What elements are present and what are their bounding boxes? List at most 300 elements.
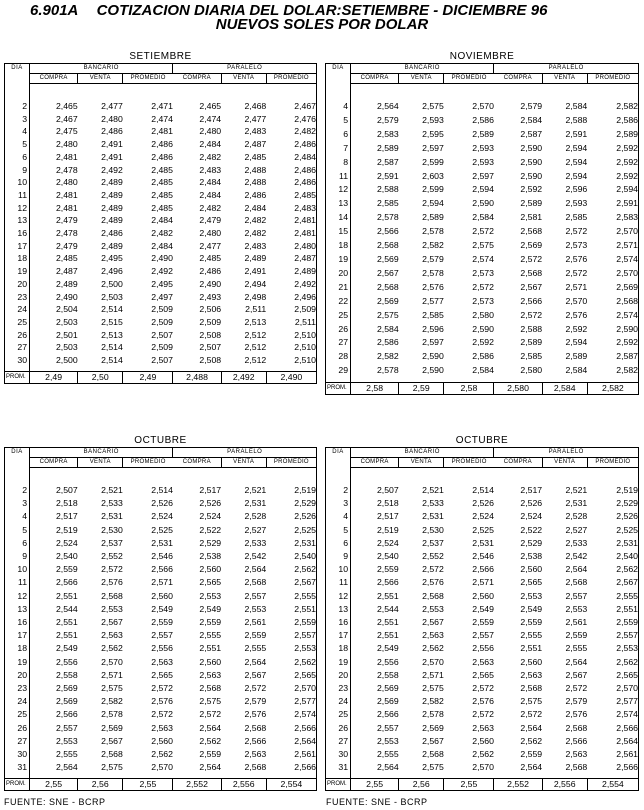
day-cell: 29 [326, 364, 351, 378]
header-venta: VENTA [542, 458, 587, 468]
rate-cell: 2,521 [101, 485, 123, 495]
rate-cell: 2,568 [244, 762, 267, 773]
rate-cell: 2,571 [616, 240, 638, 251]
header-compra: COMPRA [173, 458, 221, 468]
rate-cell: 2,563 [565, 749, 588, 760]
rate-cell: 2,529 [520, 537, 543, 548]
rate-cell: 2,555 [616, 590, 638, 601]
header-promedio: PROMEDIO [266, 458, 316, 468]
day-cell: 10 [5, 176, 30, 189]
table-row [326, 100, 639, 114]
rate-cell: 2,551 [520, 643, 543, 654]
rate-cell: 2,568 [520, 226, 543, 237]
rate-cell: 2,576 [422, 281, 444, 292]
header-compra: COMPRA [30, 74, 78, 84]
rate-cell: 2,497 [151, 291, 173, 302]
rate-cell: 2,482 [244, 215, 267, 226]
table-row [5, 761, 317, 774]
rate-table [4, 63, 317, 384]
title-main: COTIZACION DIARIA DEL DOLAR:SETIEMBRE - DICIEMBRE 96 [96, 2, 548, 19]
rate-cell: 2,582 [422, 240, 444, 251]
table-row [326, 484, 639, 497]
rate-cell: 2,573 [472, 295, 494, 306]
rate-cell: 2,507 [55, 485, 78, 495]
rate-cell: 2,526 [151, 498, 173, 509]
rate-cell: 2,484 [151, 240, 173, 251]
rate-cell: 2,500 [55, 355, 78, 366]
day-cell: 23 [5, 682, 30, 695]
table-row [326, 735, 639, 748]
rate-cell: 2,495 [101, 253, 123, 264]
rate-cell: 2,584 [565, 365, 588, 376]
rate-cell: 2,480 [199, 126, 222, 137]
table-row [5, 125, 317, 138]
rate-cell: 2,575 [422, 101, 444, 111]
header-venta: VENTA [78, 458, 123, 468]
rate-cell: 2,527 [244, 524, 267, 535]
rate-cell: 2,551 [376, 630, 399, 641]
rate-cell: 2,531 [616, 537, 638, 548]
header-promedio: PROMEDIO [123, 74, 173, 84]
rate-cell: 2,553 [376, 735, 399, 746]
rate-cell: 2,471 [151, 101, 173, 111]
rate-cell: 2,594 [422, 198, 444, 209]
rate-cell: 2,480 [199, 228, 222, 239]
rate-cell: 2,525 [294, 524, 316, 535]
table-row [326, 537, 639, 550]
rate-cell: 2,596 [565, 184, 588, 195]
rate-cell: 2,574 [616, 309, 638, 320]
rate-cell: 2,531 [565, 498, 588, 509]
rate-cell: 2,565 [151, 669, 173, 680]
day-cell: 27 [326, 735, 351, 748]
rate-cell: 2,571 [472, 577, 494, 588]
day-cell: 27 [5, 735, 30, 748]
rate-cell: 2,476 [294, 113, 316, 124]
rate-cell: 2,514 [101, 304, 123, 315]
rate-cell: 2,570 [616, 683, 638, 694]
rate-cell: 2,484 [151, 215, 173, 226]
rate-cell: 2,561 [294, 749, 316, 760]
rate-cell: 2,482 [199, 151, 222, 162]
rate-cell: 2,489 [101, 202, 123, 213]
table-row [5, 265, 317, 278]
rate-cell: 2,572 [520, 253, 543, 264]
header-dia: DIA [5, 64, 30, 84]
rate-cell: 2,579 [376, 114, 399, 125]
rate-cell: 2,531 [294, 537, 316, 548]
table-row [5, 735, 317, 748]
average-cell: 2,55 [444, 779, 494, 791]
rate-cell: 2,480 [101, 113, 123, 124]
rate-cell: 2,487 [55, 266, 78, 277]
rate-cell: 2,553 [55, 735, 78, 746]
table-row [326, 239, 639, 253]
rate-cell: 2,522 [199, 524, 222, 535]
rate-cell: 2,555 [55, 749, 78, 760]
table-row [5, 748, 317, 761]
rate-cell: 2,572 [520, 309, 543, 320]
rate-cell: 2,514 [101, 342, 123, 353]
average-cell: 2,584 [542, 383, 587, 395]
rate-cell: 2,575 [101, 762, 123, 773]
rate-cell: 2,594 [565, 142, 588, 153]
rate-cell: 2,563 [101, 630, 123, 641]
header-compra: COMPRA [351, 74, 399, 84]
rate-cell: 2,503 [55, 316, 78, 327]
day-cell: 2 [5, 100, 30, 113]
rate-cell: 2,509 [294, 304, 316, 315]
rate-cell: 2,575 [376, 309, 399, 320]
rate-cell: 2,577 [294, 696, 316, 707]
average-cell: 2,492 [221, 371, 266, 383]
table-row [5, 202, 317, 215]
rate-cell: 2,575 [422, 683, 444, 694]
day-cell: 20 [326, 669, 351, 682]
day-cell: 18 [5, 642, 30, 655]
rate-cell: 2,519 [376, 524, 399, 535]
rate-cell: 2,597 [472, 170, 494, 181]
table-row [326, 142, 639, 156]
rate-cell: 2,592 [520, 184, 543, 195]
rate-cell: 2,491 [101, 151, 123, 162]
header-bancario: BANCARIO [351, 64, 494, 74]
rate-cell: 2,565 [199, 577, 222, 588]
rate-cell: 2,551 [376, 590, 399, 601]
rate-cell: 2,484 [294, 151, 316, 162]
table-row [326, 114, 639, 128]
rate-cell: 2,570 [472, 101, 494, 111]
rate-cell: 2,568 [101, 590, 123, 601]
rate-cell: 2,533 [101, 498, 123, 509]
rate-cell: 2,511 [245, 304, 267, 315]
rate-cell: 2,487 [294, 253, 316, 264]
table-row [5, 722, 317, 735]
rate-cell: 2,531 [101, 511, 123, 522]
rate-cell: 2,589 [520, 337, 543, 348]
rate-cell: 2,593 [472, 156, 494, 167]
rate-cell: 2,467 [55, 113, 78, 124]
day-cell: 10 [5, 563, 30, 576]
rate-cell: 2,592 [565, 323, 588, 334]
table-row [326, 350, 639, 364]
average-row [326, 383, 639, 395]
rate-cell: 2,575 [520, 696, 543, 707]
rate-cell: 2,512 [244, 355, 267, 366]
rate-cell: 2,584 [565, 101, 588, 111]
rate-cell: 2,509 [151, 304, 173, 315]
rate-cell: 2,538 [520, 551, 543, 562]
table-row [5, 354, 317, 367]
rate-cell: 2,540 [376, 551, 399, 562]
rate-cell: 2,575 [101, 683, 123, 694]
rate-cell: 2,575 [472, 240, 494, 251]
rate-cell: 2,564 [565, 656, 588, 667]
rate-cell: 2,555 [244, 643, 267, 654]
table-row [326, 682, 639, 695]
average-cell: 2,58 [351, 383, 399, 395]
rate-cell: 2,489 [101, 189, 123, 200]
rate-cell: 2,481 [294, 215, 316, 226]
table-row [5, 164, 317, 177]
day-cell: 27 [5, 341, 30, 354]
rate-cell: 2,572 [151, 683, 173, 694]
rate-cell: 2,569 [520, 240, 543, 251]
rate-cell: 2,593 [565, 198, 588, 209]
table-row [326, 629, 639, 642]
rate-cell: 2,562 [616, 656, 638, 667]
header-promedio: PROMEDIO [444, 458, 494, 468]
rate-cell: 2,494 [244, 278, 267, 289]
rate-cell: 2,507 [151, 355, 173, 366]
rate-cell: 2,480 [294, 240, 316, 251]
rate-cell: 2,485 [294, 189, 316, 200]
rate-cell: 2,557 [616, 630, 638, 641]
rate-cell: 2,515 [101, 316, 123, 327]
rate-cell: 2,563 [422, 630, 444, 641]
rate-cell: 2,563 [199, 669, 222, 680]
source-note-left: FUENTE: SNE - BCRP [4, 797, 106, 807]
rate-cell: 2,495 [151, 278, 173, 289]
rate-cell: 2,570 [472, 762, 494, 773]
day-cell: 19 [5, 265, 30, 278]
rate-cell: 2,592 [616, 337, 638, 348]
rate-cell: 2,572 [472, 683, 494, 694]
rate-cell: 2,565 [472, 669, 494, 680]
table-row [326, 563, 639, 576]
rate-cell: 2,578 [376, 212, 399, 223]
rate-cell: 2,572 [472, 709, 494, 720]
rate-cell: 2,564 [520, 722, 543, 733]
rate-cell: 2,490 [199, 278, 222, 289]
rate-cell: 2,574 [616, 709, 638, 720]
rate-cell: 2,564 [244, 656, 267, 667]
rate-cell: 2,579 [422, 253, 444, 264]
rate-cell: 2,564 [376, 101, 399, 111]
rate-cell: 2,559 [520, 617, 543, 628]
rate-cell: 2,561 [244, 617, 267, 628]
rate-cell: 2,571 [101, 669, 123, 680]
rate-cell: 2,578 [422, 226, 444, 237]
rate-table [4, 447, 317, 791]
header-venta: VENTA [221, 458, 266, 468]
rate-cell: 2,564 [244, 564, 267, 575]
day-cell: 3 [326, 497, 351, 510]
average-cell: 2,55 [30, 779, 78, 791]
rate-cell: 2,485 [151, 164, 173, 175]
rate-cell: 2,511 [294, 316, 316, 327]
rate-cell: 2,517 [376, 511, 399, 522]
rate-cell: 2,559 [199, 749, 222, 760]
day-cell: 30 [5, 748, 30, 761]
rate-cell: 2,475 [55, 126, 78, 137]
average-row [5, 779, 317, 791]
day-cell: 31 [326, 761, 351, 774]
rate-cell: 2,524 [520, 511, 543, 522]
table-row [326, 267, 639, 281]
rate-cell: 2,485 [55, 253, 78, 264]
day-cell: 26 [5, 722, 30, 735]
rate-cell: 2,588 [565, 114, 588, 125]
rate-cell: 2,579 [520, 101, 543, 111]
rate-cell: 2,590 [472, 198, 494, 209]
day-cell: 11 [5, 189, 30, 202]
rate-cell: 2,580 [520, 365, 543, 376]
rate-cell: 2,484 [199, 189, 222, 200]
rate-cell: 2,482 [294, 126, 316, 137]
header-compra: COMPRA [173, 74, 221, 84]
rate-cell: 2,569 [376, 253, 399, 264]
rate-cell: 2,519 [294, 485, 316, 495]
table-row [326, 603, 639, 616]
rate-cell: 2,586 [616, 114, 638, 125]
day-cell: 24 [5, 303, 30, 316]
rate-cell: 2,578 [376, 365, 399, 376]
rate-cell: 2,572 [101, 564, 123, 575]
rate-cell: 2,565 [520, 577, 543, 588]
rate-cell: 2,483 [244, 240, 267, 251]
rate-cell: 2,559 [199, 617, 222, 628]
rate-cell: 2,560 [151, 590, 173, 601]
rate-cell: 2,597 [422, 337, 444, 348]
rate-cell: 2,491 [244, 266, 267, 277]
table-row [5, 642, 317, 655]
rate-cell: 2,569 [55, 696, 78, 707]
rate-cell: 2,488 [244, 177, 267, 188]
average-cell: 2,552 [494, 779, 542, 791]
day-cell: 13 [5, 214, 30, 227]
rate-cell: 2,593 [422, 114, 444, 125]
rate-cell: 2,482 [244, 228, 267, 239]
rate-cell: 2,479 [199, 215, 222, 226]
rate-cell: 2,489 [101, 177, 123, 188]
header-paralelo: PARALELO [494, 64, 639, 74]
rate-cell: 2,501 [55, 329, 78, 340]
average-cell: 2,55 [123, 779, 173, 791]
rate-cell: 2,551 [616, 603, 638, 614]
rate-cell: 2,564 [376, 762, 399, 773]
rate-cell: 2,582 [616, 365, 638, 376]
rate-cell: 2,482 [199, 202, 222, 213]
rate-cell: 2,479 [55, 240, 78, 251]
rate-cell: 2,492 [101, 164, 123, 175]
rate-cell: 2,517 [520, 485, 543, 495]
rate-cell: 2,553 [520, 590, 543, 601]
rate-cell: 2,465 [199, 101, 222, 111]
day-cell: 22 [326, 295, 351, 309]
day-cell: 5 [5, 138, 30, 151]
rate-cell: 2,569 [376, 683, 399, 694]
rate-cell: 2,559 [520, 749, 543, 760]
rate-cell: 2,519 [616, 485, 638, 495]
rate-cell: 2,557 [294, 630, 316, 641]
table-row [5, 524, 317, 537]
table-row [326, 722, 639, 735]
month-title: OCTUBRE [455, 435, 509, 446]
rate-cell: 2,513 [101, 329, 123, 340]
rate-cell: 2,572 [244, 683, 267, 694]
day-cell: 24 [5, 695, 30, 708]
rate-cell: 2,566 [376, 709, 399, 720]
table-row [5, 497, 317, 510]
rate-cell: 2,585 [520, 351, 543, 362]
rate-cell: 2,576 [565, 253, 588, 264]
day-cell: 2 [326, 484, 351, 497]
rate-cell: 2,529 [616, 498, 638, 509]
average-label: PROM. [326, 779, 351, 791]
rate-cell: 2,569 [376, 295, 399, 306]
header-venta: VENTA [221, 74, 266, 84]
month-title: NOVIEMBRE [449, 51, 515, 62]
rate-cell: 2,590 [520, 170, 543, 181]
day-cell: 14 [326, 211, 351, 225]
rate-cell: 2,594 [472, 184, 494, 195]
rate-cell: 2,484 [199, 177, 222, 188]
rate-cell: 2,559 [294, 617, 316, 628]
rate-cell: 2,565 [616, 669, 638, 680]
rate-cell: 2,549 [472, 603, 494, 614]
table-row [326, 364, 639, 378]
rate-cell: 2,485 [151, 189, 173, 200]
average-cell: 2,556 [221, 779, 266, 791]
header-paralelo: PARALELO [173, 64, 317, 74]
rate-cell: 2,576 [101, 577, 123, 588]
table-row [5, 100, 317, 113]
table-row [326, 524, 639, 537]
day-cell: 25 [5, 708, 30, 721]
rate-cell: 2,566 [520, 295, 543, 306]
average-cell: 2,490 [266, 371, 316, 383]
rate-cell: 2,560 [151, 735, 173, 746]
rate-cell: 2,518 [376, 498, 399, 509]
rate-cell: 2,485 [151, 177, 173, 188]
day-cell: 17 [5, 629, 30, 642]
rate-cell: 2,480 [55, 177, 78, 188]
rate-cell: 2,553 [101, 603, 123, 614]
rate-cell: 2,485 [199, 253, 222, 264]
rate-cell: 2,555 [199, 630, 222, 641]
header-dia: DIA [326, 448, 351, 468]
day-cell: 17 [326, 629, 351, 642]
rate-cell: 2,568 [376, 281, 399, 292]
table-row [5, 341, 317, 354]
rate-cell: 2,593 [472, 142, 494, 153]
day-cell: 5 [5, 524, 30, 537]
rate-cell: 2,568 [565, 577, 588, 588]
rate-cell: 2,589 [565, 351, 588, 362]
day-cell: 6 [326, 128, 351, 142]
table-row [326, 128, 639, 142]
title-line-2: NUEVOS SOLES POR DOLAR [215, 16, 429, 33]
table-row [326, 708, 639, 721]
rate-cell: 2,561 [565, 617, 588, 628]
rate-cell: 2,558 [55, 669, 78, 680]
table-row [5, 695, 317, 708]
rate-cell: 2,531 [472, 537, 494, 548]
rate-cell: 2,488 [244, 164, 267, 175]
table-row [326, 695, 639, 708]
day-cell: 28 [326, 350, 351, 364]
rate-cell: 2,559 [151, 617, 173, 628]
rate-cell: 2,572 [422, 564, 444, 575]
rate-cell: 2,592 [616, 156, 638, 167]
header-compra: COMPRA [494, 458, 542, 468]
table-row [326, 170, 639, 184]
rate-cell: 2,557 [376, 722, 399, 733]
rate-cell: 2,566 [376, 577, 399, 588]
rate-cell: 2,486 [151, 151, 173, 162]
rate-cell: 2,489 [101, 240, 123, 251]
